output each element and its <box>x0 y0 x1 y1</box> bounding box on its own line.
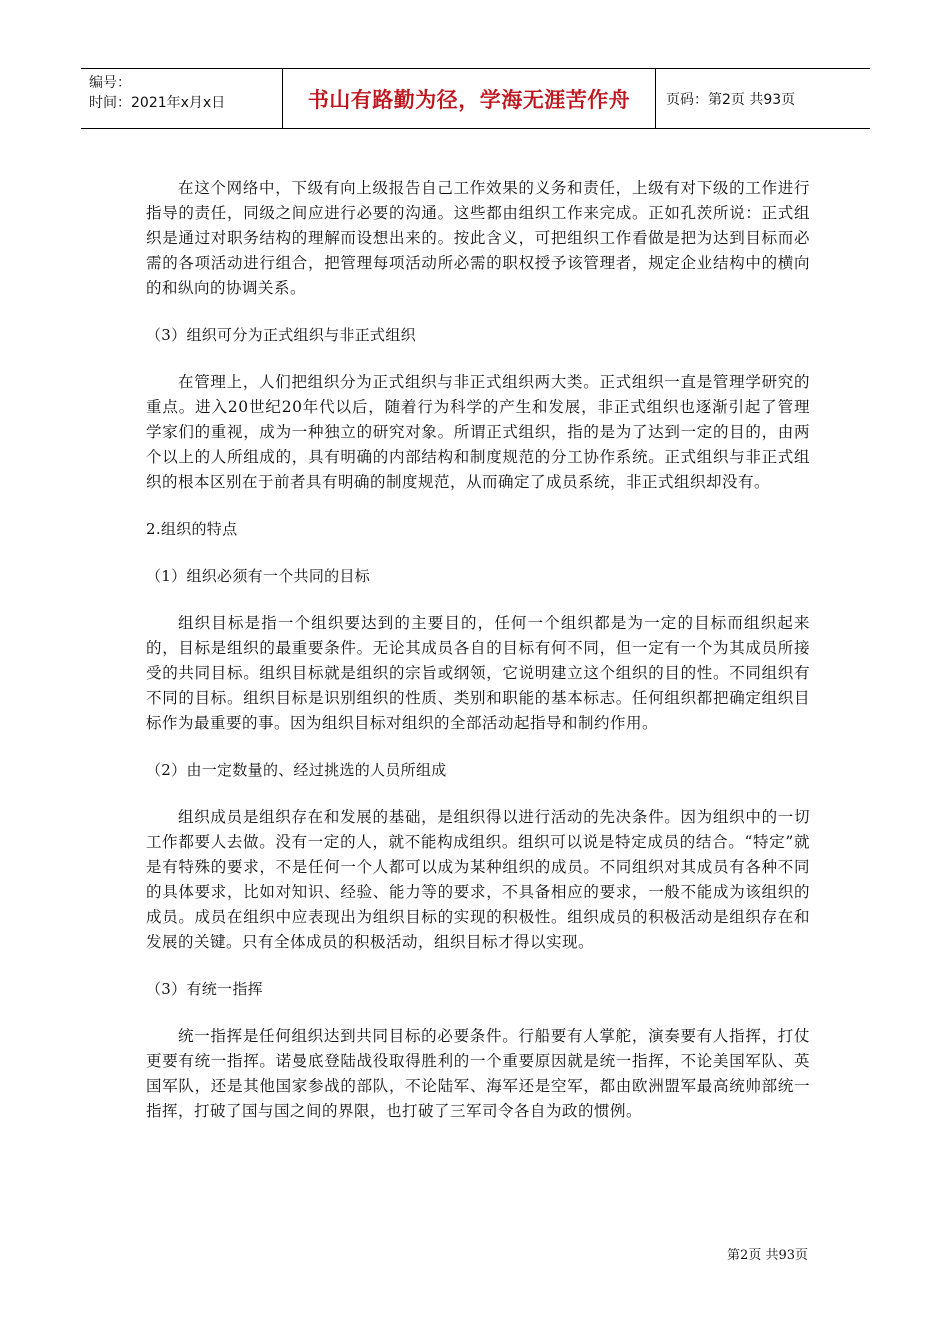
heading-selected-members: （2）由一定数量的、经过挑选的人员所组成 <box>146 761 447 779</box>
header-page-label: 页码：第2页 共93页 <box>666 91 796 108</box>
heading-common-goal: （1）组织必须有一个共同的目标 <box>146 567 371 585</box>
heading-formal-informal: （3）组织可分为正式组织与非正式组织 <box>146 326 416 344</box>
header-motto-cell <box>283 69 656 128</box>
paragraph-network: 在这个网络中，下级有向上级报告自己工作效果的义务和责任，上级有对下级的工作进行指导的责任，同级之间应进行必要的沟通。这些都由组织工作来完成。正如孔茨所说：正式组织是通过对职务结构的理解而设想出来的。按此含义，可把组织工作看做是把为达到目标而必需的各项活动进行组合，把管理每项活动所必需的职权授予该管理者，规定企业结构中的横向的和纵向的协调关系。 <box>146 179 810 297</box>
paragraph-unified-command: 统一指挥是任何组织达到共同目标的必要条件。行船要有人掌舵，演奏要有人指挥，打仗更要有统一指挥。诺曼底登陆战役取得胜利的一个重要原因就是统一指挥，不论美国军队、英国军队，还是其他国家参战的部队，不论陆军、海军还是空军，都由欧洲盟军最高统帅部统一指挥，打破了国与国之间的界限，也打破了三军司令各自为政的惯例。 <box>146 1027 810 1120</box>
doc-number-label: 编号： <box>89 75 131 91</box>
page-header <box>81 68 870 129</box>
header-page-cell <box>656 69 870 128</box>
paragraph-formal-informal: 在管理上，人们把组织分为正式组织与非正式组织两大类。正式组织一直是管理学研究的重点。进入20世纪20年代以后，随着行为科学的产生和发展，非正式组织也逐渐引起了管理学家们的重视，成为一种独立的研究对象。所谓正式组织，指的是为了达到一定的目的，由两个以上的人所组成的，具有明确的内部结构和制度规范的分工协作系统。正式组织与非正式组织的根本区别在于前者具有明确的制度规范，从而确定了成员系统，非正式组织却没有。 <box>146 373 810 491</box>
header-meta <box>81 69 283 128</box>
page-footer: 第2页 共93页 <box>727 1248 808 1263</box>
paragraph-common-goal: 组织目标是指一个组织要达到的主要目的，任何一个组织都是为一定的目标而组织起来的，目标是组织的最重要条件。无论其成员各自的目标有何不同，但一定有一个为其成员所接受的共同目标。组织目标就是组织的宗旨或纲领，它说明建立这个组织的目的性。不同组织有不同的目标。组织目标是识别组织的性质、类别和职能的基本标志。任何组织都把确定组织目标作为最重要的事。因为组织目标对组织的全部活动起指导和制约作用。 <box>146 614 810 732</box>
heading-unified-command: （3）有统一指挥 <box>146 980 263 998</box>
header-motto: 书山有路勤为径，学海无涯苦作舟 <box>307 87 631 112</box>
document-body <box>146 176 810 1124</box>
heading-organization-features: 2.组织的特点 <box>146 520 238 538</box>
paragraph-selected-members: 组织成员是组织存在和发展的基础，是组织得以进行活动的先决条件。因为组织中的一切工作都要人去做。没有一定的人，就不能构成组织。组织可以说是特定成员的结合。“特定”就是有特殊的要求，不是任何一个人都可以成为某种组织的成员。不同组织对其成员有各种不同的具体要求，比如对知识、经验、能力等的要求，不具备相应的要求，一般不能成为该组织的成员。成员在组织中应表现出为组织目标的实现的积极性。组织成员的积极活动是组织存在和发展的关键。只有全体成员的积极活动，组织目标才得以实现。 <box>146 808 810 951</box>
doc-time-label: 时间：2021年x月x日 <box>89 95 226 111</box>
